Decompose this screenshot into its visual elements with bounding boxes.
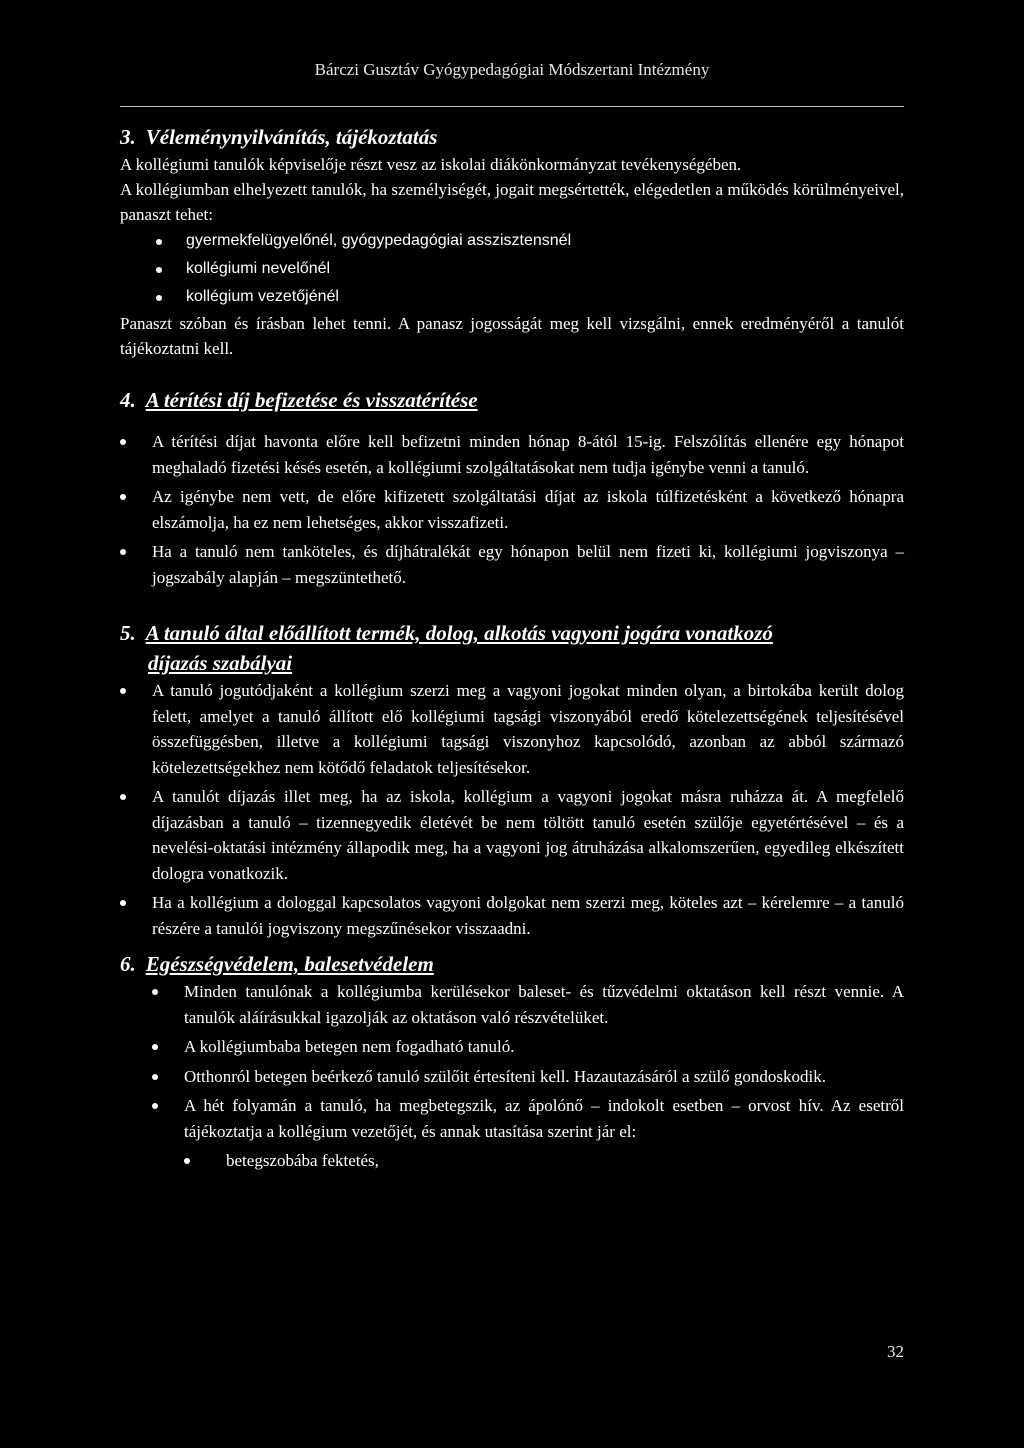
list-item: A térítési díjat havonta előre kell befizetni minden hónap 8-ától 15-ig. Felszólítás ellenére egy hónapot meghaladó fizetési késés esetén, a kollégiumi szolgáltatásokat nem tudja igénybe venni a tanuló.: [120, 429, 904, 480]
section-title: A tanuló által előállított termék, dolog, alkotás vagyoni jogára vonatkozó: [145, 621, 773, 645]
list-item: A tanulót díjazás illet meg, ha az iskola, kollégium a vagyoni jogokat másra ruházza át. A megfelelő díjazásban a tanuló – tizennegyedik életévét be nem töltött tanuló esetén szülője egyetértésével – és a nevelési-oktatási intézmény állapodik meg, ha a vagyoni jog átruházása alkalomszerűen, egyedileg elkészített dologra vonatkozik.: [120, 784, 904, 886]
bullet-icon: [120, 549, 126, 555]
health-sublist-wrap: [120, 1148, 904, 1174]
list-item: A hét folyamán a tanuló, ha megbetegszik, az ápolónő – indokolt esetben – orvost hív. Az esetről tájékoztatja a kollégium vezetőjét, és annak utasítása szerint jár el:: [152, 1093, 904, 1144]
paragraph: A kollégiumban elhelyezett tanulók, ha személyiségét, jogait megsértették, elégedetlen a működés körülményeivel, panaszt tehet:: [120, 180, 904, 224]
section-6-heading: [120, 949, 904, 979]
section-number: 5.: [120, 621, 136, 645]
bullet-icon: [120, 494, 126, 500]
paragraph: Panaszt szóban és írásban lehet tenni. A panasz jogosságát meg kell vizsgálni, ennek eredményéről a tanulót tájékoztatni kell.: [120, 314, 904, 358]
page-header: Bárczi Gusztáv Gyógypedagógiai Módszertani Intézmény: [314, 60, 710, 79]
paragraph: A kollégiumi tanulók képviselője részt vesz az iskolai diákönkormányzat tevékenységében.: [120, 155, 742, 174]
bullet-icon: [184, 1158, 190, 1164]
section-title-continued: díjazás szabályai: [148, 651, 293, 675]
header-divider: [120, 106, 904, 107]
bullet-icon: [152, 1074, 158, 1080]
bullet-icon: [156, 295, 162, 301]
fee-list: [120, 429, 904, 590]
list-item: Minden tanulónak a kollégiumba kerülésekor baleset- és tűzvédelmi oktatáson kell részt vennie. A tanulók aláírásukkal igazolják az oktatáson való részvételüket.: [152, 979, 904, 1030]
bullet-icon: [120, 794, 126, 800]
health-sublist: [184, 1148, 904, 1174]
list-item: kollégium vezetőjénél: [120, 283, 904, 311]
health-list: [120, 979, 904, 1144]
section-4-heading: [120, 385, 904, 415]
bullet-icon: [152, 1044, 158, 1050]
section-5-heading: [120, 618, 904, 678]
bullet-icon: [120, 439, 126, 445]
section-number: 6.: [120, 952, 136, 976]
bullet-icon: [152, 989, 158, 995]
list-item: betegszobába fektetés,: [184, 1148, 904, 1174]
document-body: [120, 118, 904, 1174]
list-item: kollégiumi nevelőnél: [120, 255, 904, 283]
section-title: Egészségvédelem, balesetvédelem: [145, 952, 434, 976]
list-item: A tanuló jogutódjaként a kollégium szerzi meg a vagyoni jogokat minden olyan, a birtokába került dolog felett, amelyet a tanuló állított elő kollégiumi tagsági viszonyából eredő kötelezettségének teljesítésével összefüggésben, illetve a kollégiumi tagsági viszonyhoz kapcsolódó, azonban az abból származó kötelezettségekhez nem kötődő feladatok teljesítésekor.: [120, 678, 904, 780]
bullet-icon: [120, 900, 126, 906]
section-number: 4.: [120, 388, 136, 412]
section-3-heading: [120, 122, 904, 152]
complaint-list: [120, 227, 904, 311]
bullet-icon: [120, 688, 126, 694]
bullet-icon: [156, 267, 162, 273]
page-number: 32: [887, 1342, 904, 1361]
section-title: Véleménynyilvánítás, tájékoztatás: [145, 125, 438, 149]
list-item: A kollégiumbaba betegen nem fogadható tanuló.: [152, 1034, 904, 1060]
bullet-icon: [156, 239, 162, 245]
list-item: Az igénybe nem vett, de előre kifizetett szolgáltatási díjat az iskola túlfizetésként a következő hónapra elszámolja, ha ez nem lehetséges, akkor visszafizeti.: [120, 484, 904, 535]
bullet-icon: [152, 1103, 158, 1109]
list-item: gyermekfelügyelőnél, gyógypedagógiai asszisztensnél: [120, 227, 904, 255]
list-item: Otthonról betegen beérkező tanuló szülőit értesíteni kell. Hazautazásáról a szülő gondoskodik.: [152, 1064, 904, 1090]
list-item: Ha a kollégium a dologgal kapcsolatos vagyoni dolgokat nem szerzi meg, köteles azt – kérelemre – a tanuló részére a tanulói jogviszony megszűnésekor visszaadni.: [120, 890, 904, 941]
property-rights-list: [120, 678, 904, 941]
list-item: Ha a tanuló nem tanköteles, és díjhátralékát egy hónapon belül nem fizeti ki, kollégiumi jogviszonya – jogszabály alapján – megszüntethető.: [120, 539, 904, 590]
section-title: A térítési díj befizetése és visszatérítése: [145, 388, 478, 412]
section-number: 3.: [120, 125, 136, 149]
